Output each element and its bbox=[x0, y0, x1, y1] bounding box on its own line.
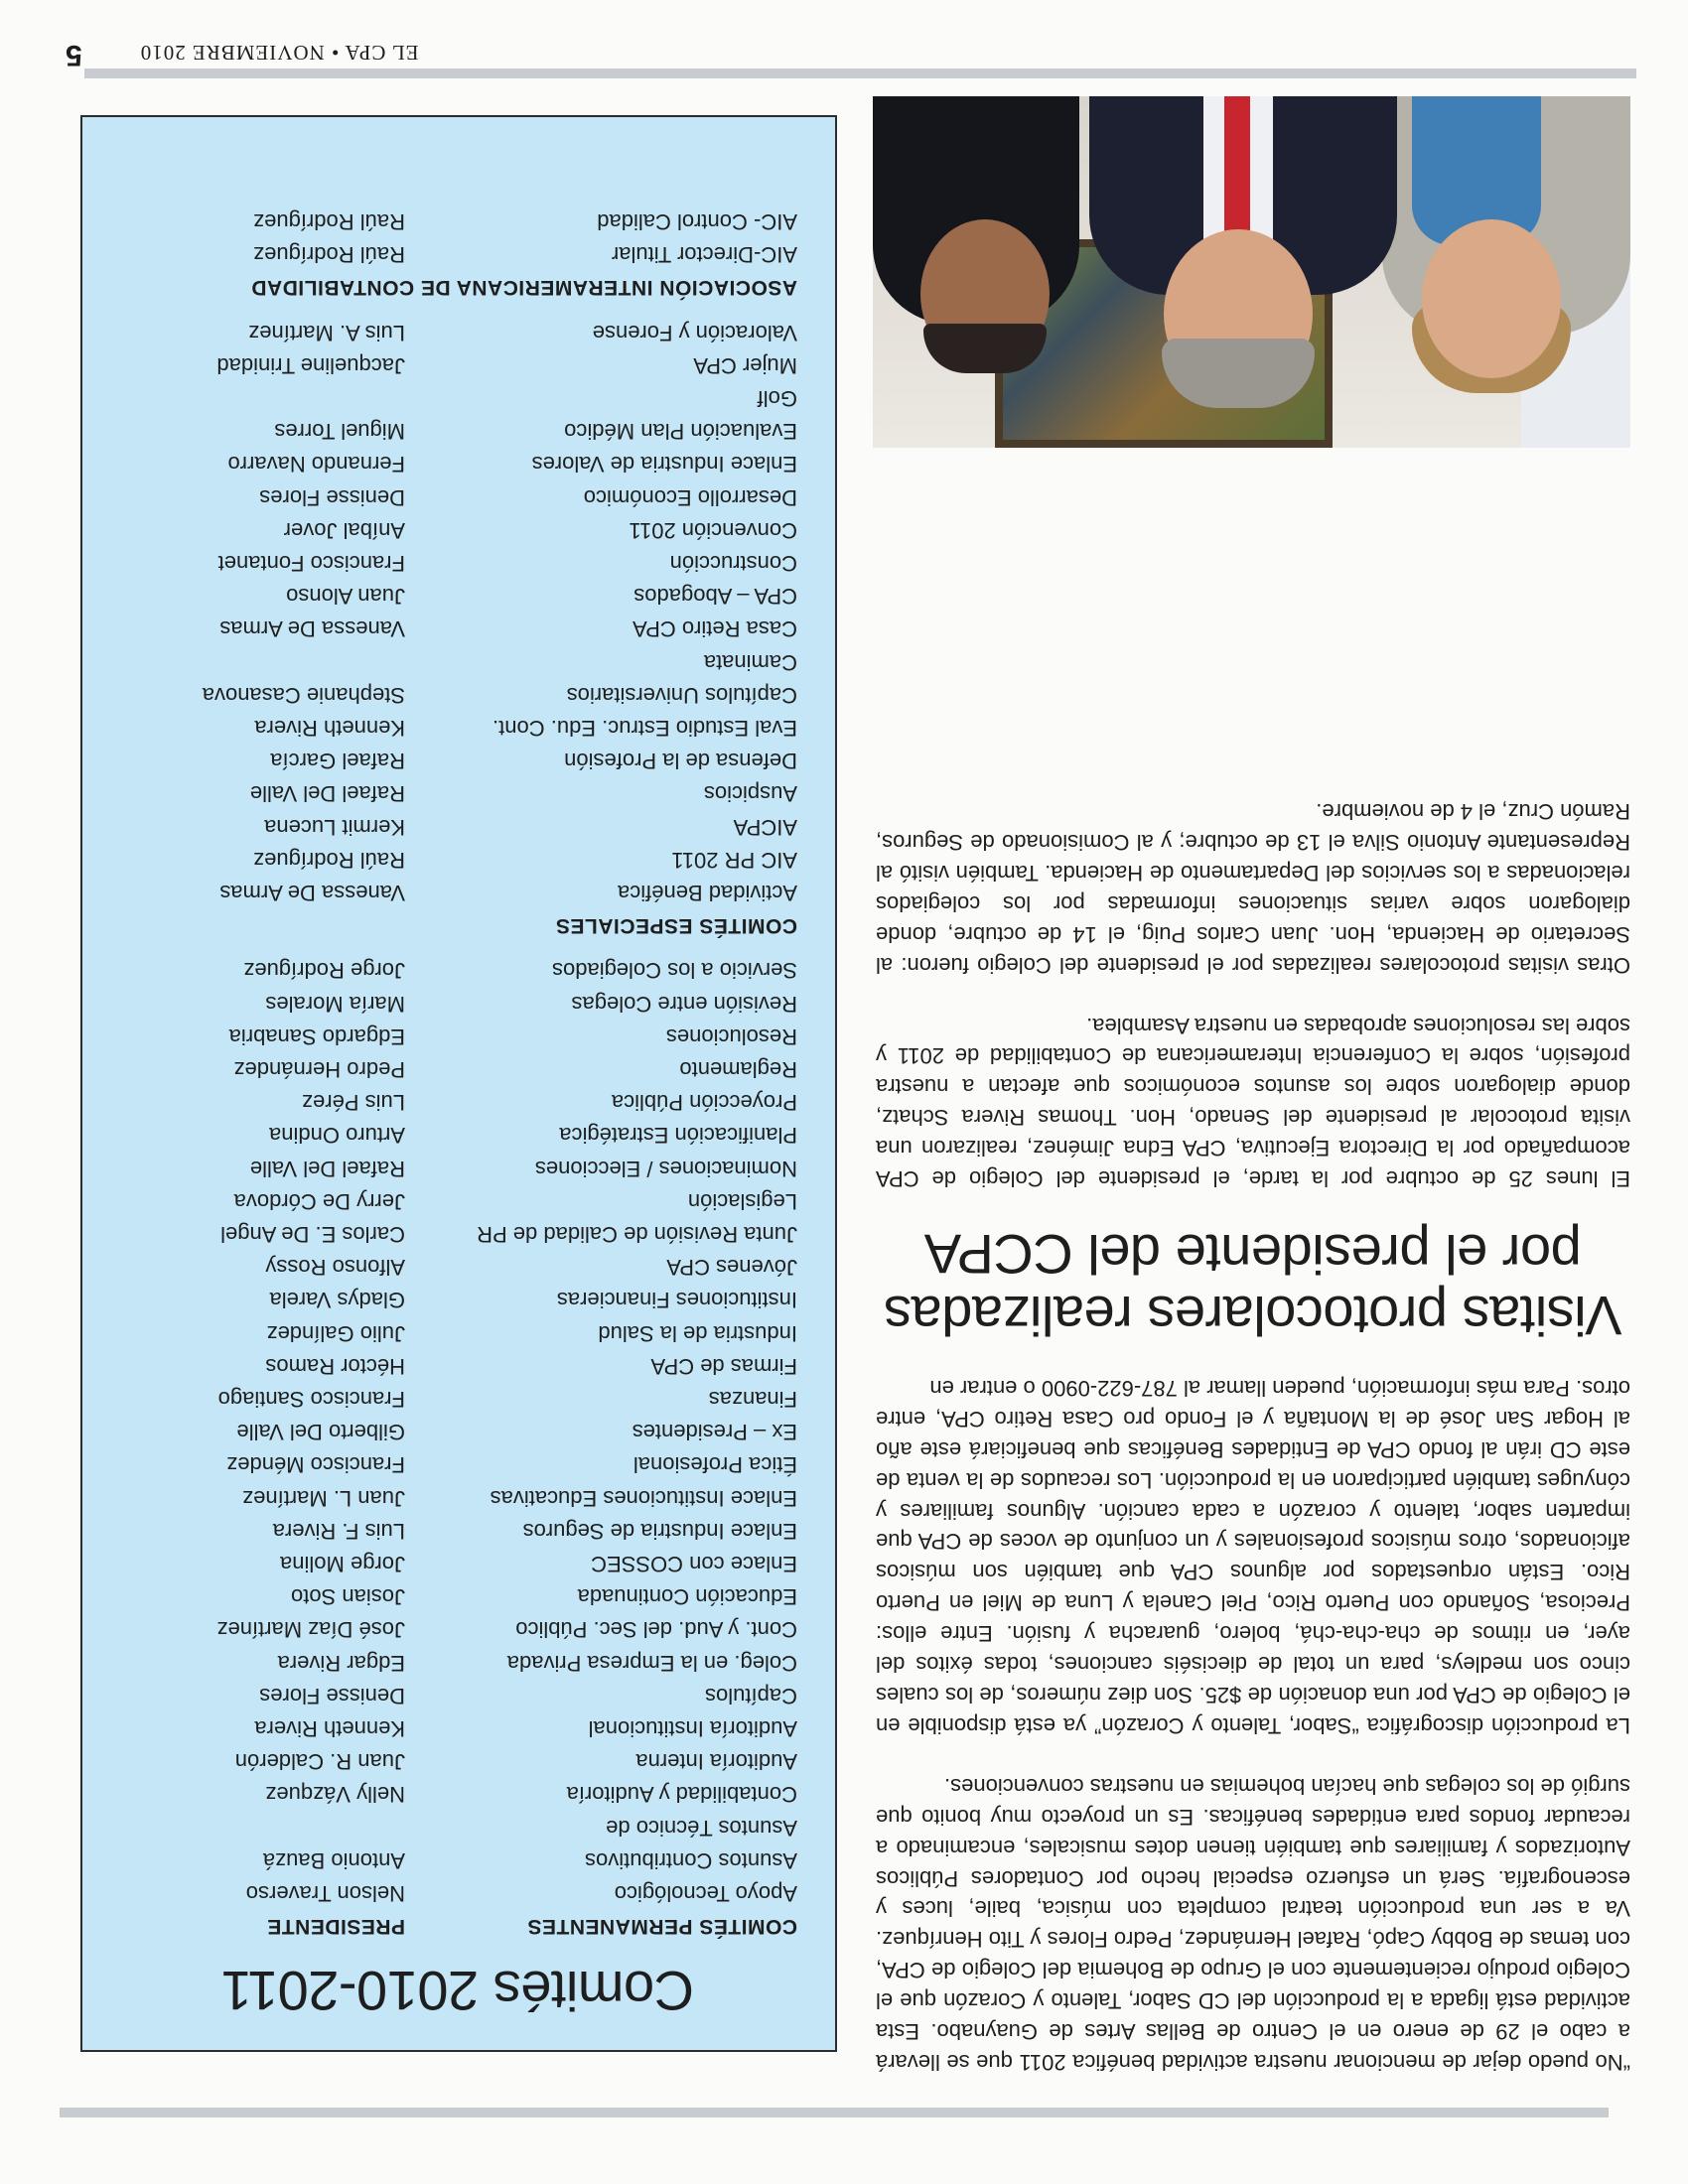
committee-name: Construcción bbox=[669, 551, 797, 577]
committee-president: Raúl Rodríguez bbox=[253, 847, 405, 873]
committee-row bbox=[118, 1086, 797, 1119]
committee-president: Luis F. Rivera bbox=[272, 1518, 405, 1544]
committee-president: Jerry De Córdova bbox=[233, 1188, 405, 1214]
committee-president: Luis A. Martínez bbox=[248, 320, 405, 345]
committee-row bbox=[118, 514, 797, 547]
committee-president: Vanessa De Armas bbox=[219, 881, 405, 906]
committee-name: Resoluciones bbox=[665, 1024, 797, 1049]
intro-paragraph: “No puedo dejar de mencionar nuestra actividad benéfica 2011 que se llevará a cabo el 29 de enero en el Centro de Bellas Artes de Guaynabo. Esta actividad está ligada a la producción del CD Sabor, Talento y Corazón que el Colegio produjo recientemente con el Grupo de Bohemia del Colegio de CPA, con temas de Bobby Capó, Rafael Hernández, Pedro Flores y Tito Henríquez. Va a ser una producción teatral completa con música, baile, luces y escenografía. Será un esfuerzo especial hecho por Contadores Públicos Autorizados y familiares que también tienen dotes musicales, encaminado a recaudar fondos para entidades benéficas. Es un proyecto muy bonito que surgió de los colegas que hacían bohemias en nuestras convenciones. bbox=[876, 1773, 1630, 2075]
committee-row bbox=[118, 1515, 797, 1548]
committee-name: Proyección Pública bbox=[611, 1090, 797, 1116]
committee-name: Industria de la Salud bbox=[598, 1320, 797, 1346]
committee-row bbox=[118, 1416, 797, 1448]
committee-row bbox=[118, 1646, 797, 1679]
committee-name: Cont. y Aud. del Sec. Público bbox=[515, 1617, 797, 1643]
committee-president: Josian Soto bbox=[291, 1584, 405, 1610]
aic-committees-list bbox=[118, 205, 797, 271]
committee-name: Evaluación Plan Médico bbox=[564, 419, 797, 445]
committee-president: Raúl Rodríguez bbox=[253, 209, 405, 235]
committee-row bbox=[118, 480, 797, 513]
committee-name: AIC PR 2011 bbox=[671, 847, 797, 873]
committee-row bbox=[118, 777, 797, 810]
committee-president: Edgar Rivera bbox=[277, 1650, 405, 1676]
committee-row bbox=[118, 1350, 797, 1383]
committee-name: Reglamento bbox=[679, 1056, 797, 1082]
committee-president: Francisco Fontanet bbox=[217, 551, 405, 577]
article-title: Visitas protocolares realizadas por el presidente del CCPA bbox=[884, 1223, 1622, 1348]
committee-row bbox=[118, 613, 797, 645]
committee-row bbox=[118, 712, 797, 745]
committee-president: Rafael García bbox=[270, 749, 405, 774]
committee-row bbox=[118, 1448, 797, 1481]
committee-name: Ética Profesional bbox=[633, 1452, 797, 1478]
committees-title: Comités 2010-2011 bbox=[220, 1960, 695, 2022]
committee-row bbox=[118, 954, 797, 987]
committee-row bbox=[118, 1119, 797, 1152]
committee-president: Luis Pérez bbox=[302, 1090, 405, 1116]
committee-president: Juan R. Calderón bbox=[234, 1749, 405, 1775]
committee-president: Kenneth Rivera bbox=[254, 716, 405, 742]
committee-name: Contabilidad y Auditoría bbox=[566, 1782, 797, 1808]
committee-president: Juan L. Martínez bbox=[242, 1485, 405, 1511]
committee-row bbox=[118, 448, 797, 480]
committee-name: Ex – Presidentes bbox=[632, 1420, 797, 1445]
committee-row bbox=[118, 987, 797, 1020]
committee-president: Raúl Rodríguez bbox=[253, 242, 405, 268]
committee-name: Legislación bbox=[687, 1188, 797, 1214]
committee-row bbox=[118, 1185, 797, 1218]
committee-president: Rafael Del Valle bbox=[249, 1156, 405, 1181]
committee-row bbox=[118, 1877, 797, 1910]
committee-president: Jorge Molina bbox=[280, 1551, 405, 1576]
committee-name: Actividad Benéfica bbox=[618, 881, 797, 906]
committee-row bbox=[118, 349, 797, 382]
committee-president: Miguel Torres bbox=[274, 419, 405, 445]
body-paragraph: El lunes 25 de octubre por la tarde, el presidente del Colegio de CPA acompañado por la Directora Ejecutiva, CPA Edna Jiménez, realizaron una visita protocolar al presidente del Senado, Hon. Thomas Rivera Schatz, donde dialogaron sobre los asuntos económicos que afectan a nuestra profesión, sobre la Conferencia Interamericana de Contabilidad de 2011 y sobre las resoluciones aprobadas en nuestra Asamblea. bbox=[876, 1013, 1630, 1192]
committee-name: Eval Estudio Estruc. Edu. Cont. bbox=[492, 716, 797, 742]
committee-name: Apoyo Tecnológico bbox=[614, 1881, 797, 1906]
committee-name: Capítulos Universitarios bbox=[566, 682, 797, 708]
committee-row bbox=[118, 1844, 797, 1877]
page-number: 5 bbox=[66, 39, 82, 71]
committee-president: Juan Alonso bbox=[286, 584, 405, 610]
committee-president: Denisse Flores bbox=[259, 1683, 405, 1708]
committee-president: Aníbal Jover bbox=[283, 517, 405, 543]
committee-row bbox=[118, 1383, 797, 1416]
committee-row bbox=[118, 1548, 797, 1580]
committee-row bbox=[118, 844, 797, 877]
committee-name: Revisión entre Colegas bbox=[571, 991, 797, 1017]
committee-president: María Morales bbox=[265, 991, 405, 1017]
committee-row bbox=[118, 1021, 797, 1053]
committee-row bbox=[118, 1778, 797, 1811]
committee-row bbox=[118, 1745, 797, 1778]
committee-name: Jóvenes CPA bbox=[666, 1255, 797, 1281]
top-rule bbox=[60, 2108, 1609, 2117]
committee-president: Julio Galíndez bbox=[266, 1320, 405, 1346]
committee-row bbox=[118, 1613, 797, 1646]
committee-name: Instituciones Financieras bbox=[556, 1288, 797, 1313]
committee-president: Pedro Hernández bbox=[233, 1056, 405, 1082]
permanent-committees-list bbox=[118, 954, 797, 1910]
president-label: PRESIDENTE bbox=[266, 1915, 405, 1938]
committee-row bbox=[118, 1218, 797, 1251]
committee-president: Edgardo Sanabria bbox=[228, 1024, 405, 1049]
committee-row bbox=[118, 745, 797, 777]
photo-person-face bbox=[1422, 219, 1561, 378]
committee-name: Caminata bbox=[703, 649, 797, 675]
committee-president: Rafael Del Valle bbox=[249, 781, 405, 807]
committee-row bbox=[118, 1712, 797, 1745]
committee-president: Vanessa De Armas bbox=[219, 616, 405, 642]
committee-row bbox=[118, 1811, 797, 1843]
committee-row bbox=[118, 580, 797, 613]
committee-row bbox=[118, 1316, 797, 1349]
committee-president: Nelson Traverso bbox=[245, 1881, 405, 1906]
committee-name: Defensa de la Profesión bbox=[564, 749, 797, 774]
committee-president: Jacqueline Trinidad bbox=[216, 352, 405, 378]
committee-row bbox=[118, 415, 797, 448]
committee-president: Carlos E. De Angel bbox=[220, 1221, 405, 1247]
committee-name: Auspicios bbox=[703, 781, 797, 807]
committee-name: Planificación Estratégica bbox=[559, 1123, 797, 1149]
committee-name: Desarrollo Económico bbox=[583, 484, 797, 510]
committee-president: Héctor Ramos bbox=[265, 1353, 405, 1379]
committee-name: AIC- Control Calidad bbox=[597, 209, 797, 235]
special-committees-label: COMITÉS ESPECIALES bbox=[555, 914, 797, 938]
committee-name: Golf bbox=[757, 386, 797, 412]
committee-row bbox=[118, 238, 797, 271]
committee-president: Gladys Varela bbox=[269, 1288, 405, 1313]
committee-name: Asuntos Contributivos bbox=[585, 1847, 797, 1873]
committee-name: Auditoría Interna bbox=[635, 1749, 797, 1775]
committee-row bbox=[118, 1580, 797, 1613]
committee-row bbox=[118, 1251, 797, 1284]
committee-name: Enlace Instituciones Educativas bbox=[490, 1485, 797, 1511]
committee-president: Francisco Méndez bbox=[226, 1452, 405, 1478]
committee-row bbox=[118, 1680, 797, 1712]
committee-name: Valoración y Forense bbox=[592, 320, 797, 345]
intro-paragraph: La producción discográfica “Sabor, Talento y Corazón” ya está disponible en el Colegio de CPA por una donación de $25. Son diez números, de los cuales cinco son medleys, para un total de dieciséis canciones, todas éxitos del ayer, en ritmos de cha-cha-chá, bolero, guaracha y fusión. Entre ellos: Preciosa, Soñando con Puerto Rico, Piel Canela y Luna de Miel en Puerto Rico. Están orquestados por algunos CPA que también son músicos aficionados, otros músicos profesionales y un conjunto de voces de CPA que imparten sabor, talento y corazón a cada canción. Algunos familiares y cónyuges también participaron en la producción. Los recaudos de la venta de este CD irán al fondo CPA de Entidades Benéficas que beneficiará este año al Hogar San José de la Montaña y el Fondo pro Casa Retiro CPA, entre otros. Para más información, pueden llamar al 787-622-0900 o entrar en bbox=[876, 1375, 1630, 1738]
committee-row bbox=[118, 1152, 797, 1184]
committee-name: CPA – Abogados bbox=[633, 584, 797, 610]
committee-name: Auditoría Institucional bbox=[588, 1715, 797, 1741]
committee-name: Casa Retiro CPA bbox=[633, 616, 797, 642]
committee-row bbox=[118, 645, 797, 678]
footer-publication: EL CPA • NOVIEMBRE 2010 bbox=[139, 41, 419, 65]
committee-name: AICPA bbox=[733, 814, 797, 840]
body-paragraph: Otras visitas protocolares realizadas por el presidente del Colegio fueron: al Secretario de Hacienda, Hon. Juan Carlos Puig, el 14 de octubre, donde dialogaron sobre varias situaciones informadas por los colegiados relacionadas a los servicios del Departamento de Hacienda. También visitó al Representante Antonio Silva el 13 de octubre; y al Comisionado de Seguros, Ramón Cruz, el 4 de noviembre. bbox=[876, 799, 1630, 978]
committees-panel bbox=[80, 115, 837, 2052]
committee-row bbox=[118, 1053, 797, 1086]
committee-row bbox=[118, 679, 797, 712]
committee-president: Denisse Flores bbox=[259, 484, 405, 510]
committee-row bbox=[118, 316, 797, 348]
aic-label: ASOCIACIÓN INTERAMERICANA DE CONTABILIDAD bbox=[250, 276, 797, 300]
committee-name: Enlace Industria de Valores bbox=[531, 452, 797, 478]
committee-name: Servicio a los Colegiados bbox=[551, 958, 797, 984]
committee-president: Gilberto Del Valle bbox=[236, 1420, 405, 1445]
committee-row bbox=[118, 205, 797, 238]
committee-president: Arturo Ondina bbox=[269, 1123, 405, 1149]
committee-row bbox=[118, 382, 797, 415]
article-column bbox=[876, 765, 1630, 2077]
committee-president: José Díaz Martínez bbox=[216, 1617, 405, 1643]
special-committees-header bbox=[118, 909, 797, 942]
committee-name: Capítulos bbox=[705, 1683, 797, 1708]
committee-president: Francisco Santiago bbox=[217, 1386, 405, 1412]
committee-row bbox=[118, 1284, 797, 1316]
committee-name: Enlace Industria de Seguros bbox=[522, 1518, 797, 1544]
group-photo bbox=[873, 96, 1630, 448]
committee-row bbox=[118, 877, 797, 909]
committee-president: Kermit Lucena bbox=[264, 814, 405, 840]
aic-header bbox=[118, 271, 797, 304]
committee-name: Educación Continuada bbox=[577, 1584, 797, 1610]
committee-name: Enlace con COSSEC bbox=[591, 1551, 797, 1576]
committee-name: Convención 2011 bbox=[629, 517, 797, 543]
committee-president: Fernando Navarro bbox=[227, 452, 405, 478]
committee-president: Nelly Vázquez bbox=[265, 1782, 405, 1808]
committee-name: Nominaciones / Elecciones bbox=[534, 1156, 797, 1181]
committee-name: Asuntos Técnico de bbox=[606, 1815, 797, 1841]
committee-name: Junta Revisión de Calidad de PR bbox=[477, 1221, 797, 1247]
committee-name: Mujer CPA bbox=[693, 352, 797, 378]
committee-row bbox=[118, 547, 797, 580]
committee-president: Antonio Bauzá bbox=[262, 1847, 405, 1873]
committee-president: Alfonso Rossy bbox=[265, 1255, 405, 1281]
committee-president: Jorge Rodríguez bbox=[243, 958, 405, 984]
permanent-committees-header bbox=[118, 1910, 797, 1943]
committee-name: Finanzas bbox=[708, 1386, 797, 1412]
committee-name: Coleg. en la Empresa Privada bbox=[506, 1650, 797, 1676]
committee-row bbox=[118, 1481, 797, 1514]
special-committees-list bbox=[118, 316, 797, 909]
committee-row bbox=[118, 811, 797, 844]
committee-name: AIC-Director Titular bbox=[611, 242, 797, 268]
page-footer bbox=[66, 32, 562, 71]
committee-name: Firmas de CPA bbox=[650, 1353, 797, 1379]
committee-president: Stephanie Casanova bbox=[202, 682, 405, 708]
committee-president: Kenneth Rivera bbox=[254, 1715, 405, 1741]
permanent-committees-label: COMITÉS PERMANENTES bbox=[526, 1915, 797, 1938]
